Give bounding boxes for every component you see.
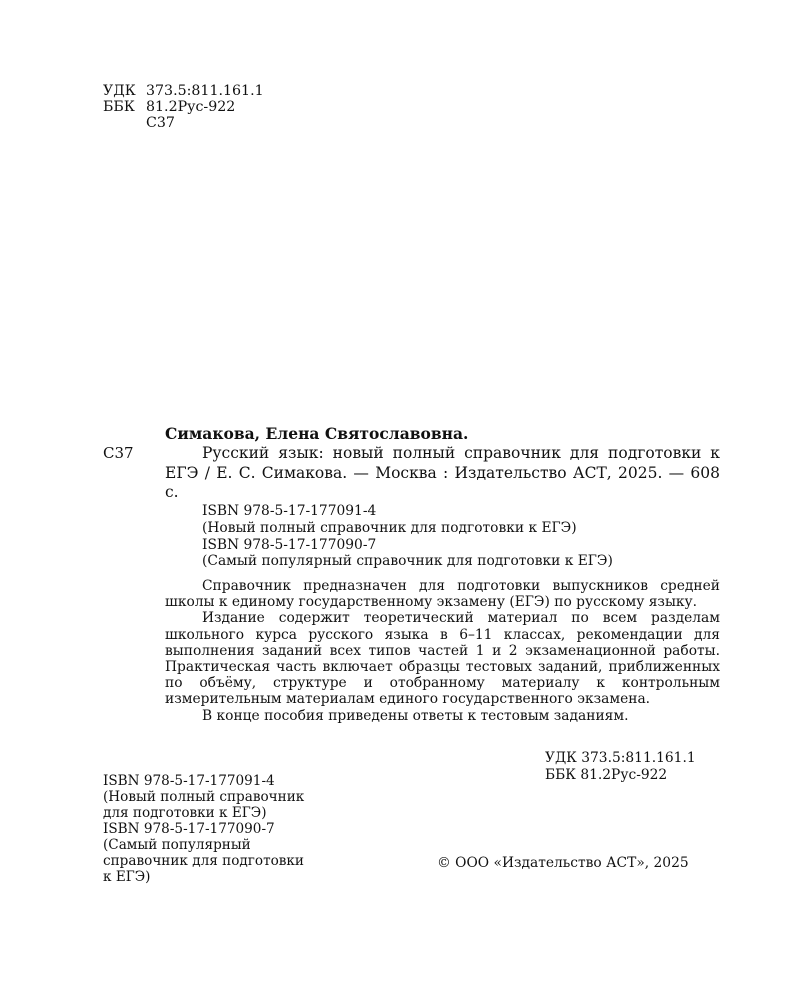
bottom-isbn-line: (Самый популярный [103, 837, 251, 853]
card-udk: УДК 373.5:811.161.1 [545, 750, 696, 766]
annotation [165, 578, 720, 724]
udk-label: УДК [103, 83, 136, 99]
card-author: Симакова, Елена Святославовна. [165, 424, 469, 443]
bbk-label: ББК [103, 99, 135, 115]
annotation-paragraph: Справочник предназначен для подготовки выпускников средней школы к единому государственному экзамену (ЕГЭ) по русскому языку. [165, 578, 720, 611]
card-isbn-1-note: (Новый полный справочник для подготовки к ЕГЭ) [202, 519, 577, 536]
bottom-isbn-line: для подготовки к ЕГЭ) [103, 805, 267, 821]
card-isbn-2: ISBN 978-5-17-177090-7 [202, 536, 377, 553]
udk-value: 373.5:811.161.1 [146, 83, 264, 99]
bottom-isbn-line: (Новый полный справочник [103, 789, 305, 805]
annotation-paragraph: Издание содержит теоретический материал по всем разделам школьного курса русского языка в 6–11 классах, рекомендации для выполнения заданий всех типов частей 1 и 2 экзаменационной работы. Практическая часть включает образцы тестовых заданий, приближенных по объёму, структуре и отобранному материалу к контрольным измерительным материалам единого государственного экзамена. [165, 610, 720, 708]
bbk-value: 81.2Рус-922 [146, 99, 236, 115]
classification-codes [103, 83, 403, 131]
card-title: Русский язык: новый полный справочник для подготовки к ЕГЭ / Е. С. Симакова. — Москва : Издательство АСТ, 2025. — 608 с. [165, 444, 720, 501]
card-isbn-1: ISBN 978-5-17-177091-4 [202, 503, 377, 519]
card-bbk: ББК 81.2Рус-922 [545, 766, 668, 783]
bottom-isbn-line: ISBN 978-5-17-177090-7 [103, 821, 275, 837]
bottom-isbn-line: ISBN 978-5-17-177091-4 [103, 773, 275, 789]
annotation-paragraph: В конце пособия приведены ответы к тестовым заданиям. [202, 707, 629, 724]
bottom-isbn-line: к ЕГЭ) [103, 869, 151, 885]
bottom-isbn-block [103, 773, 348, 885]
copyright: © ООО «Издательство АСТ», 2025 [437, 855, 689, 871]
author-mark: С37 [146, 115, 175, 131]
card-isbn-2-note: (Самый популярный справочник для подготовки к ЕГЭ) [202, 553, 613, 570]
card-isbn-block [202, 503, 722, 570]
card-cipher: С37 [103, 444, 134, 462]
bottom-isbn-line: справочник для подготовки [103, 853, 304, 869]
card-codes [545, 750, 745, 783]
